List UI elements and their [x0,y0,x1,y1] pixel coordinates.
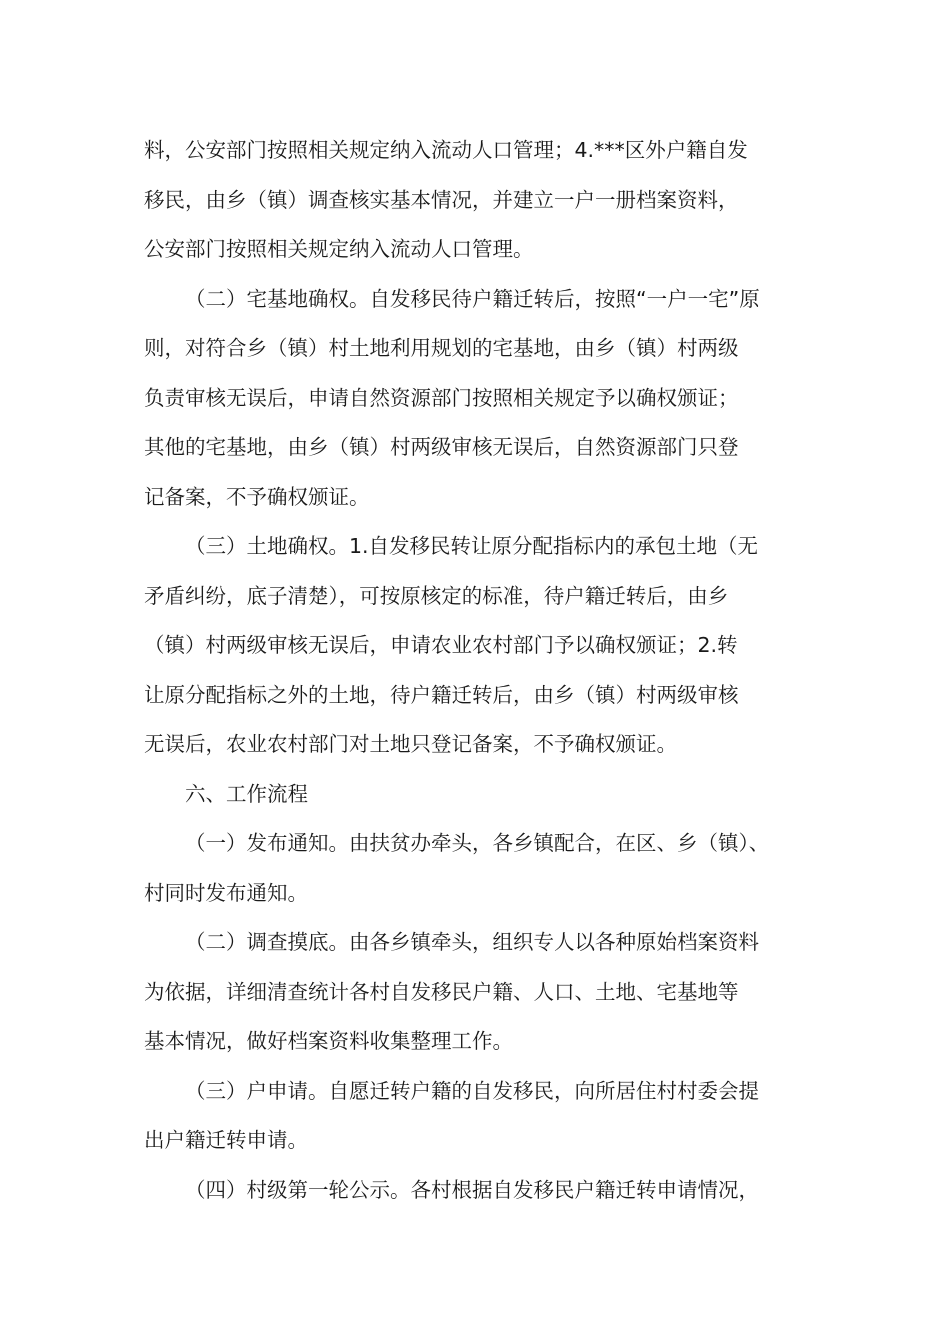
text-line: 公安部门按照相关规定纳入流动人口管理。 [144,237,534,261]
text-line: 则，对符合乡（镇）村土地利用规划的宅基地，由乡（镇）村两级 [144,336,739,360]
text-line: 料，公安部门按照相关规定纳入流动人口管理；4.***区外户籍自发 [144,138,748,162]
text-line: 出户籍迁转申请。 [144,1128,308,1152]
text-line: （三）户申请。自愿迁转户籍的自发移民，向所居住村村委会提 [185,1078,759,1103]
text-line: 记备案，不予确权颁证。 [144,484,370,509]
text-line: 其他的宅基地，由乡（镇）村两级审核无误后，自然资源部门只登 [144,435,739,459]
text-line: （二）宅基地确权。自发移民待户籍迁转后，按照“一户一宅”原 [185,286,760,311]
text-line: （三）土地确权。1.自发移民转让原分配指标内的承包土地（无 [185,534,759,558]
text-line: 矛盾纠纷，底子清楚），可按原核定的标准，待户籍迁转后，由乡 [144,583,729,608]
text-line: 村同时发布通知。 [144,880,308,905]
text-line: 移民，由乡（镇）调查核实基本情况，并建立一户一册档案资料， [144,187,739,212]
text-line: 为依据，详细清查统计各村自发移民户籍、人口、土地、宅基地等 [144,979,739,1004]
text-line: （镇）村两级审核无误后，申请农业农村部门予以确权颁证；2.转 [144,633,738,657]
text-line: （二）调查摸底。由各乡镇牵头，组织专人以各种原始档案资料 [185,930,759,954]
text-line: 基本情况，做好档案资料收集整理工作。 [144,1029,513,1053]
document-body [144,126,809,1215]
section-heading: 六、工作流程 [185,781,308,806]
text-line: （四）村级第一轮公示。各村根据自发移民户籍迁转申请情况， [185,1177,759,1202]
text-line: 无误后，农业农村部门对土地只登记备案，不予确权颁证。 [144,732,677,756]
text-line: 让原分配指标之外的土地，待户籍迁转后，由乡（镇）村两级审核 [144,682,739,707]
text-line: （一）发布通知。由扶贫办牵头，各乡镇配合，在区、乡（镇）、 [185,831,770,855]
text-line: 负责审核无误后，申请自然资源部门按照相关规定予以确权颁证； [144,385,739,410]
